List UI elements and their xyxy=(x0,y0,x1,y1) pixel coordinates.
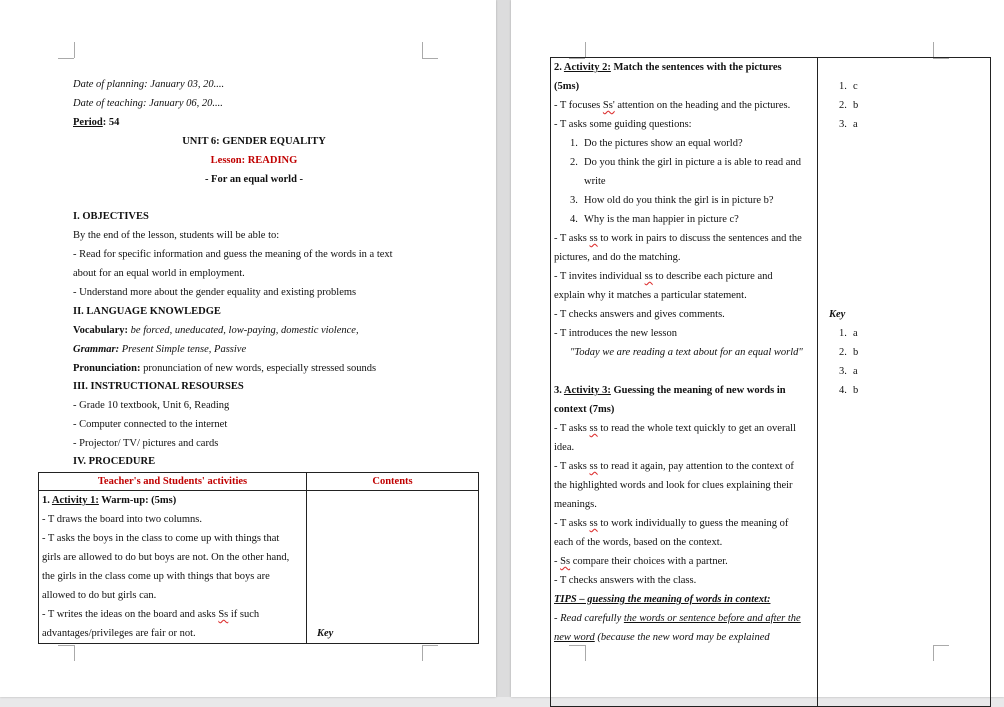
activity-1-number: 1. xyxy=(42,495,52,506)
line-text: - T invites individual xyxy=(554,271,645,282)
activity-1-label: Activity 1: xyxy=(51,495,99,506)
key-2-label: Key xyxy=(829,309,846,320)
activity-2-line xyxy=(554,229,814,248)
col-header-activities: Teacher's and Students' activities xyxy=(39,473,307,491)
activity-3-line: the highlighted words and look for clues explaining their xyxy=(554,480,793,491)
activity-2-line: - T checks answers and gives comments. xyxy=(554,309,725,320)
key-2-item: 1. a xyxy=(839,328,858,339)
line-text: - T asks xyxy=(554,233,590,244)
objectives-intro: By the end of the lesson, students will be able to: xyxy=(73,230,280,241)
line-text: if such xyxy=(228,609,260,620)
objective-1-line-1: - Read for specific information and guess the meaning of the words in a text xyxy=(73,249,393,260)
activity-1-line: - T asks the boys in the class to come up with things that xyxy=(42,533,280,544)
document-page-1 xyxy=(0,0,496,697)
ss-word: ss xyxy=(589,518,598,529)
activity-3-title-continued: context (7ms) xyxy=(554,404,615,415)
underlined-text: new word xyxy=(554,632,595,643)
unit-title: UNIT 6: GENDER EQUALITY xyxy=(182,136,326,147)
activity-2-quote: "Today we are reading a text about for an equal world" xyxy=(570,347,803,358)
line-text: to describe each picture and xyxy=(652,271,773,282)
activity-2-title xyxy=(554,58,814,77)
key-1-item: 3. a xyxy=(839,119,858,130)
key-2-item: 3. a xyxy=(839,366,858,377)
activity-2-line: pictures, and do the matching. xyxy=(554,252,681,263)
key-answer: c xyxy=(853,81,858,92)
tips-line xyxy=(554,609,814,628)
activity-3-number: 3. xyxy=(554,385,564,396)
question-text: Do the pictures show an equal world? xyxy=(584,138,743,149)
underlined-text: the words or sentence before and after the xyxy=(623,613,801,624)
ss-word: Ss' xyxy=(602,100,615,111)
activity-1-line: girls are allowed to do but boys are not. On the other hand, xyxy=(42,552,290,563)
procedure-heading: IV. PROCEDURE xyxy=(73,456,156,467)
col-header-contents: Contents xyxy=(307,473,479,491)
activity-3-label: Activity 3: xyxy=(563,385,611,396)
key-2-item: 4. b xyxy=(839,385,859,396)
page-gap xyxy=(496,0,511,697)
activity-3-title xyxy=(554,381,814,400)
procedure-table xyxy=(38,472,479,644)
resource-1: - Grade 10 textbook, Unit 6, Reading xyxy=(73,400,230,411)
pronunciation-label: Pronunciation: xyxy=(73,363,141,374)
activity-2-line: explain why it matches a particular statement. xyxy=(554,290,747,301)
resource-2: - Computer connected to the internet xyxy=(73,419,228,430)
key-1-item: 2. b xyxy=(839,100,859,111)
activity-3-line xyxy=(554,552,814,571)
question-2-continued: write xyxy=(584,176,606,187)
line-text: - Read carefully xyxy=(554,613,624,624)
line-text: - T asks xyxy=(554,461,590,472)
activities-cell xyxy=(551,58,818,707)
lesson-title: Lesson: READING xyxy=(210,155,298,166)
activity-2-number: 2. xyxy=(554,62,564,73)
activity-2-time: (5ms) xyxy=(554,81,580,92)
key-answer: b xyxy=(853,100,859,111)
line-text: to work in pairs to discuss the sentences and the xyxy=(597,233,802,244)
key-2-item: 2. b xyxy=(839,347,859,358)
activity-2-name: Match the sentences with the pictures xyxy=(610,62,782,73)
activity-1-line: - T draws the board into two columns. xyxy=(42,514,203,525)
activity-3-line: each of the words, based on the context. xyxy=(554,537,723,548)
activity-1-line xyxy=(42,605,303,624)
vocabulary-line xyxy=(73,321,359,340)
objective-1-line-2: about for an equal world in employment. xyxy=(73,268,245,279)
activity-2-line xyxy=(554,96,814,115)
line-text: compare their choices with a partner. xyxy=(570,556,728,567)
activity-3-line: - T checks answers with the class. xyxy=(554,575,697,586)
line-text: - T asks xyxy=(554,518,590,529)
spacer xyxy=(821,134,987,305)
objective-2: - Understand more about the gender equality and existing problems xyxy=(73,287,357,298)
line-text: (because the new word may be explained xyxy=(594,632,770,643)
key-answer: b xyxy=(853,385,859,396)
resource-3: - Projector/ TV/ pictures and cards xyxy=(73,438,219,449)
line-text: - xyxy=(554,556,561,567)
pronunciation-value: pronunciation of new words, especially stressed sounds xyxy=(140,363,377,374)
activity-1-line: the girls in the class come up with things that boys are xyxy=(42,571,270,582)
activity-1-title xyxy=(42,491,303,510)
key-answer: a xyxy=(853,328,858,339)
vocabulary-value: be forced, uneducated, low-paying, domestic violence, xyxy=(128,325,359,336)
resources-heading: III. INSTRUCTIONAL RESOURSES xyxy=(73,381,244,392)
ss-word: ss xyxy=(589,423,598,434)
period xyxy=(73,113,119,132)
line-text: - T asks xyxy=(554,423,590,434)
line-text: to read it again, pay attention to the context of xyxy=(597,461,794,472)
ss-word: Ss xyxy=(560,556,571,567)
key-label: Key xyxy=(317,628,334,639)
spacer xyxy=(554,362,814,381)
key-answer: b xyxy=(853,347,859,358)
activity-3-line: meanings. xyxy=(554,499,597,510)
contents-cell xyxy=(818,58,991,707)
line-text: to work individually to guess the meaning of xyxy=(597,518,789,529)
activity-3-name: Guessing the meaning of new words in xyxy=(610,385,786,396)
question-3: 3. How old do you think the girl is in picture b? xyxy=(570,195,774,206)
procedure-table-continued xyxy=(550,57,991,707)
lesson-subtitle: - For an equal world - xyxy=(204,174,304,185)
activity-3-line xyxy=(554,514,814,533)
date-of-planning: Date of planning: January 03, 20.... xyxy=(73,79,225,90)
vocabulary-label: Vocabulary: xyxy=(73,325,129,336)
line-text: - T focuses xyxy=(554,100,603,111)
contents-cell xyxy=(307,491,479,644)
activity-3-line xyxy=(554,457,814,476)
grammar-line xyxy=(73,340,246,359)
date-of-teaching: Date of teaching: January 06, 20.... xyxy=(73,98,223,109)
activity-2-label: Activity 2: xyxy=(563,62,611,73)
objectives-heading: I. OBJECTIVES xyxy=(73,211,149,222)
grammar-value: Present Simple tense, Passive xyxy=(119,344,247,355)
activity-2-line: - T asks some guiding questions: xyxy=(554,119,692,130)
question-text: Why is the man happier in picture c? xyxy=(584,214,739,225)
line-text: to read the whole text quickly to get an overall xyxy=(597,423,796,434)
activity-3-line xyxy=(554,419,814,438)
period-label: Period xyxy=(73,117,103,128)
language-heading: II. LANGUAGE KNOWLEDGE xyxy=(73,306,221,317)
period-value: : 54 xyxy=(102,117,120,128)
ss-word: ss xyxy=(589,461,598,472)
key-1-item: 1. c xyxy=(839,81,858,92)
activity-2-line xyxy=(554,267,814,286)
key-answer: a xyxy=(853,119,858,130)
question-4: 4. Why is the man happier in picture c? xyxy=(570,214,739,225)
ss-word: Ss xyxy=(218,609,229,620)
ss-word: ss xyxy=(589,233,598,244)
tips-line xyxy=(554,628,814,647)
ss-word: ss xyxy=(644,271,653,282)
line-text: - T writes the ideas on the board and asks xyxy=(42,609,219,620)
activity-3-line: idea. xyxy=(554,442,575,453)
question-2: 2. Do you think the girl in picture a is able to read and xyxy=(570,157,801,168)
activity-1-name: Warm-up: (5ms) xyxy=(98,495,177,506)
question-text: Do you think the girl in picture a is able to read and xyxy=(584,157,801,168)
activity-1-line: advantages/privileges are fair or not. xyxy=(42,628,196,639)
tips-heading: TIPS – guessing the meaning of words in context: xyxy=(554,594,771,605)
activity-1-line: allowed to do but girls can. xyxy=(42,590,157,601)
activity-2-line: - T introduces the new lesson xyxy=(554,328,677,339)
key-answer: a xyxy=(853,366,858,377)
grammar-label: Grammar: xyxy=(73,344,120,355)
pronunciation-line xyxy=(73,359,376,378)
question-text: How old do you think the girl is in picture b? xyxy=(584,195,774,206)
question-1: 1. Do the pictures show an equal world? xyxy=(570,138,743,149)
line-text: attention on the heading and the pictures. xyxy=(614,100,791,111)
activities-cell xyxy=(39,491,307,644)
